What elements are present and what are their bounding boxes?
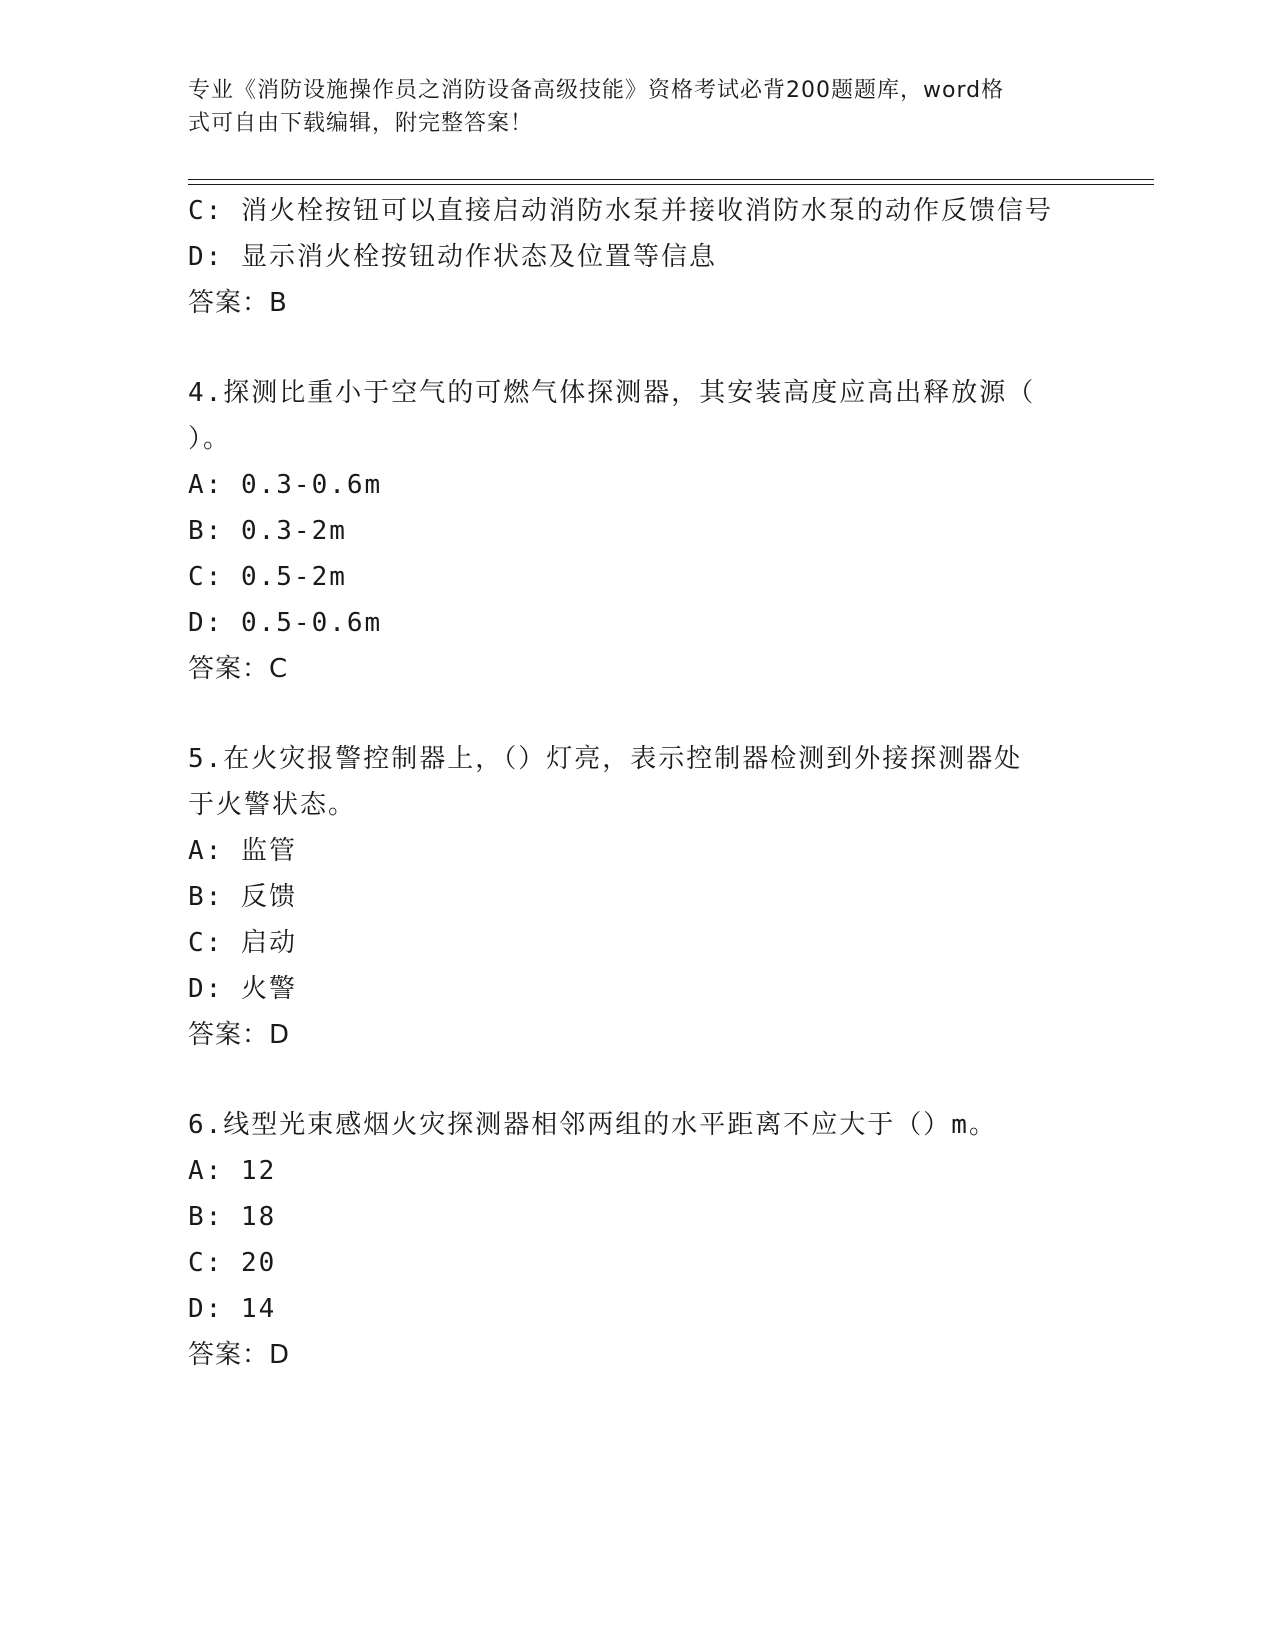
question-stem: 5.在火灾报警控制器上，（）灯亮，表示控制器检测到外接探测器处 (188, 744, 1023, 774)
option-c: C: 20 (188, 1248, 277, 1278)
option-d: D: 14 (188, 1294, 277, 1324)
option-b: B: 0.3-2m (188, 516, 347, 546)
option-d: D: 0.5-0.6m (188, 608, 383, 638)
question-stem-continued: ）。 (188, 424, 232, 454)
question-stem: 6.线型光束感烟火灾探测器相邻两组的水平距离不应大于（）m。 (188, 1110, 997, 1140)
option-d: D: 显示消火栓按钮动作状态及位置等信息 (188, 242, 717, 272)
answer-label: 答案：C (188, 654, 289, 684)
document-header (188, 74, 1068, 140)
option-b: B: 反馈 (188, 882, 297, 912)
question-stem: 4.探测比重小于空气的可燃气体探测器，其安装高度应高出释放源（ (188, 378, 1036, 408)
spacer (188, 1058, 1088, 1102)
header-title-line-2: 式可自由下载编辑，附完整答案！ (188, 111, 534, 136)
option-a: A: 0.3-0.6m (188, 470, 383, 500)
question-stem-continued: 于火警状态。 (188, 790, 357, 820)
option-d: D: 火警 (188, 974, 297, 1004)
header-divider (188, 179, 1154, 185)
header-title-line-1: 专业《消防设施操作员之消防设备高级技能》资格考试必背200题题库，word格 (188, 78, 1005, 103)
option-a: A: 12 (188, 1156, 277, 1186)
option-c: C: 消火栓按钮可以直接启动消防水泵并接收消防水泵的动作反馈信号 (188, 196, 1053, 226)
question-list (188, 188, 1088, 1378)
question-block-prev (188, 188, 1088, 326)
answer-label: 答案：B (188, 288, 288, 318)
option-c: C: 启动 (188, 928, 297, 958)
option-a: A: 监管 (188, 836, 297, 866)
option-c: C: 0.5-2m (188, 562, 347, 592)
spacer (188, 326, 1088, 370)
question-block-6 (188, 1102, 1088, 1378)
question-block-5 (188, 736, 1088, 1058)
question-block-4 (188, 370, 1088, 692)
answer-label: 答案：D (188, 1340, 291, 1370)
answer-label: 答案：D (188, 1020, 291, 1050)
option-b: B: 18 (188, 1202, 277, 1232)
spacer (188, 692, 1088, 736)
